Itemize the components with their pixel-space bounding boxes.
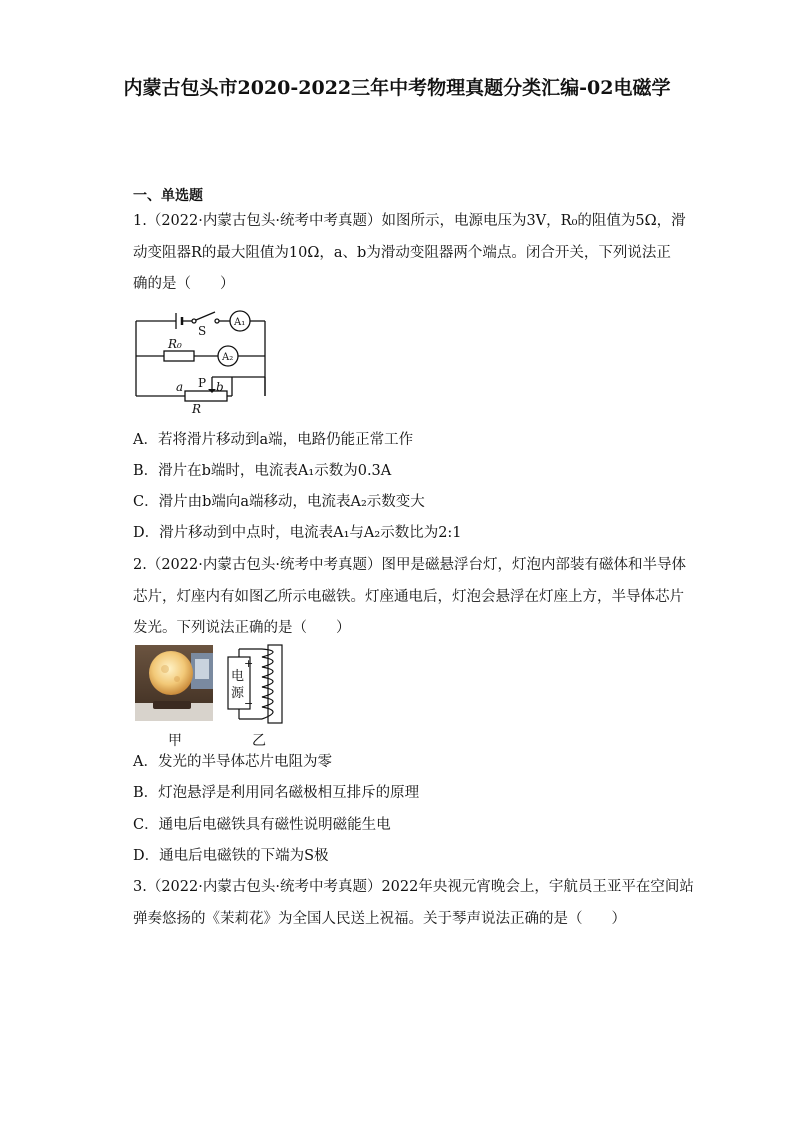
- rheostat-r-label: R: [192, 402, 202, 416]
- figure-yi-caption: 乙: [252, 733, 266, 749]
- q1-option-d: D．滑片移动到中点时，电流表A₁与A₂示数比为2:1: [133, 525, 462, 541]
- r0-label: R₀: [168, 337, 182, 351]
- q2-line-1: 2.（2022·内蒙古包头·统考中考真题）图甲是磁悬浮台灯，灯泡内部装有磁体和半导体: [133, 557, 686, 573]
- end-a-label: a: [176, 380, 184, 394]
- end-b-label: b: [216, 380, 224, 394]
- q1-option-a: A．若将滑片移动到a端，电路仍能正常工作: [133, 432, 414, 448]
- circuit-diagram: [130, 303, 280, 418]
- section-heading: 一、单选题: [133, 188, 203, 204]
- q2-line-2: 芯片，灯座内有如图乙所示电磁铁。灯座通电后，灯泡会悬浮在灯座上方，半导体芯片: [133, 589, 684, 605]
- slider-p-label: P: [198, 376, 207, 390]
- minus-sign: −: [244, 697, 254, 710]
- ammeter-a2-label: A₂: [222, 352, 234, 363]
- q1-line-1: 1.（2022·内蒙古包头·统考中考真题）如图所示，电源电压为3V，R₀的阻值为5Ω，滑: [133, 213, 686, 229]
- q1-line-2: 动变阻器R的最大阻值为10Ω，a、b为滑动变阻器两个端点。闭合开关，下列说法正: [133, 245, 671, 261]
- power-source-char-1: 电: [231, 669, 245, 684]
- q2-option-d: D．通电后电磁铁的下端为S极: [133, 848, 329, 864]
- power-source-char-2: 源: [231, 686, 245, 701]
- figure-jia-caption: 甲: [168, 733, 182, 749]
- q3-line-2: 弹奏悠扬的《茉莉花》为全国人民送上祝福。关于琴声说法正确的是（ ）: [133, 911, 626, 927]
- q2-line-3: 发光。下列说法正确的是（ ）: [133, 620, 351, 636]
- q1-option-c: C．滑片由b端向a端移动，电流表A₂示数变大: [133, 494, 425, 510]
- switch-label: S: [198, 324, 207, 338]
- q1-line-3: 确的是（ ）: [133, 276, 235, 292]
- q3-line-1: 3.（2022·内蒙古包头·统考中考真题）2022年央视元宵晚会上，宇航员王亚平在空间站: [133, 879, 694, 895]
- q2-option-b: B．灯泡悬浮是利用同名磁极相互排斥的原理: [133, 785, 420, 801]
- page-title: 内蒙古包头市2020-2022三年中考物理真题分类汇编-02电磁学: [123, 77, 671, 99]
- electromagnet-diagram: [222, 643, 292, 725]
- ammeter-a1-label: A₁: [234, 317, 246, 328]
- q1-option-b: B．滑片在b端时，电流表A₁示数为0.3A: [133, 463, 392, 479]
- q2-option-a: A．发光的半导体芯片电阻为零: [133, 754, 332, 770]
- levitating-lamp-photo: [135, 645, 213, 721]
- q2-option-c: C．通电后电磁铁具有磁性说明磁能生电: [133, 817, 391, 833]
- plus-sign: +: [244, 657, 254, 670]
